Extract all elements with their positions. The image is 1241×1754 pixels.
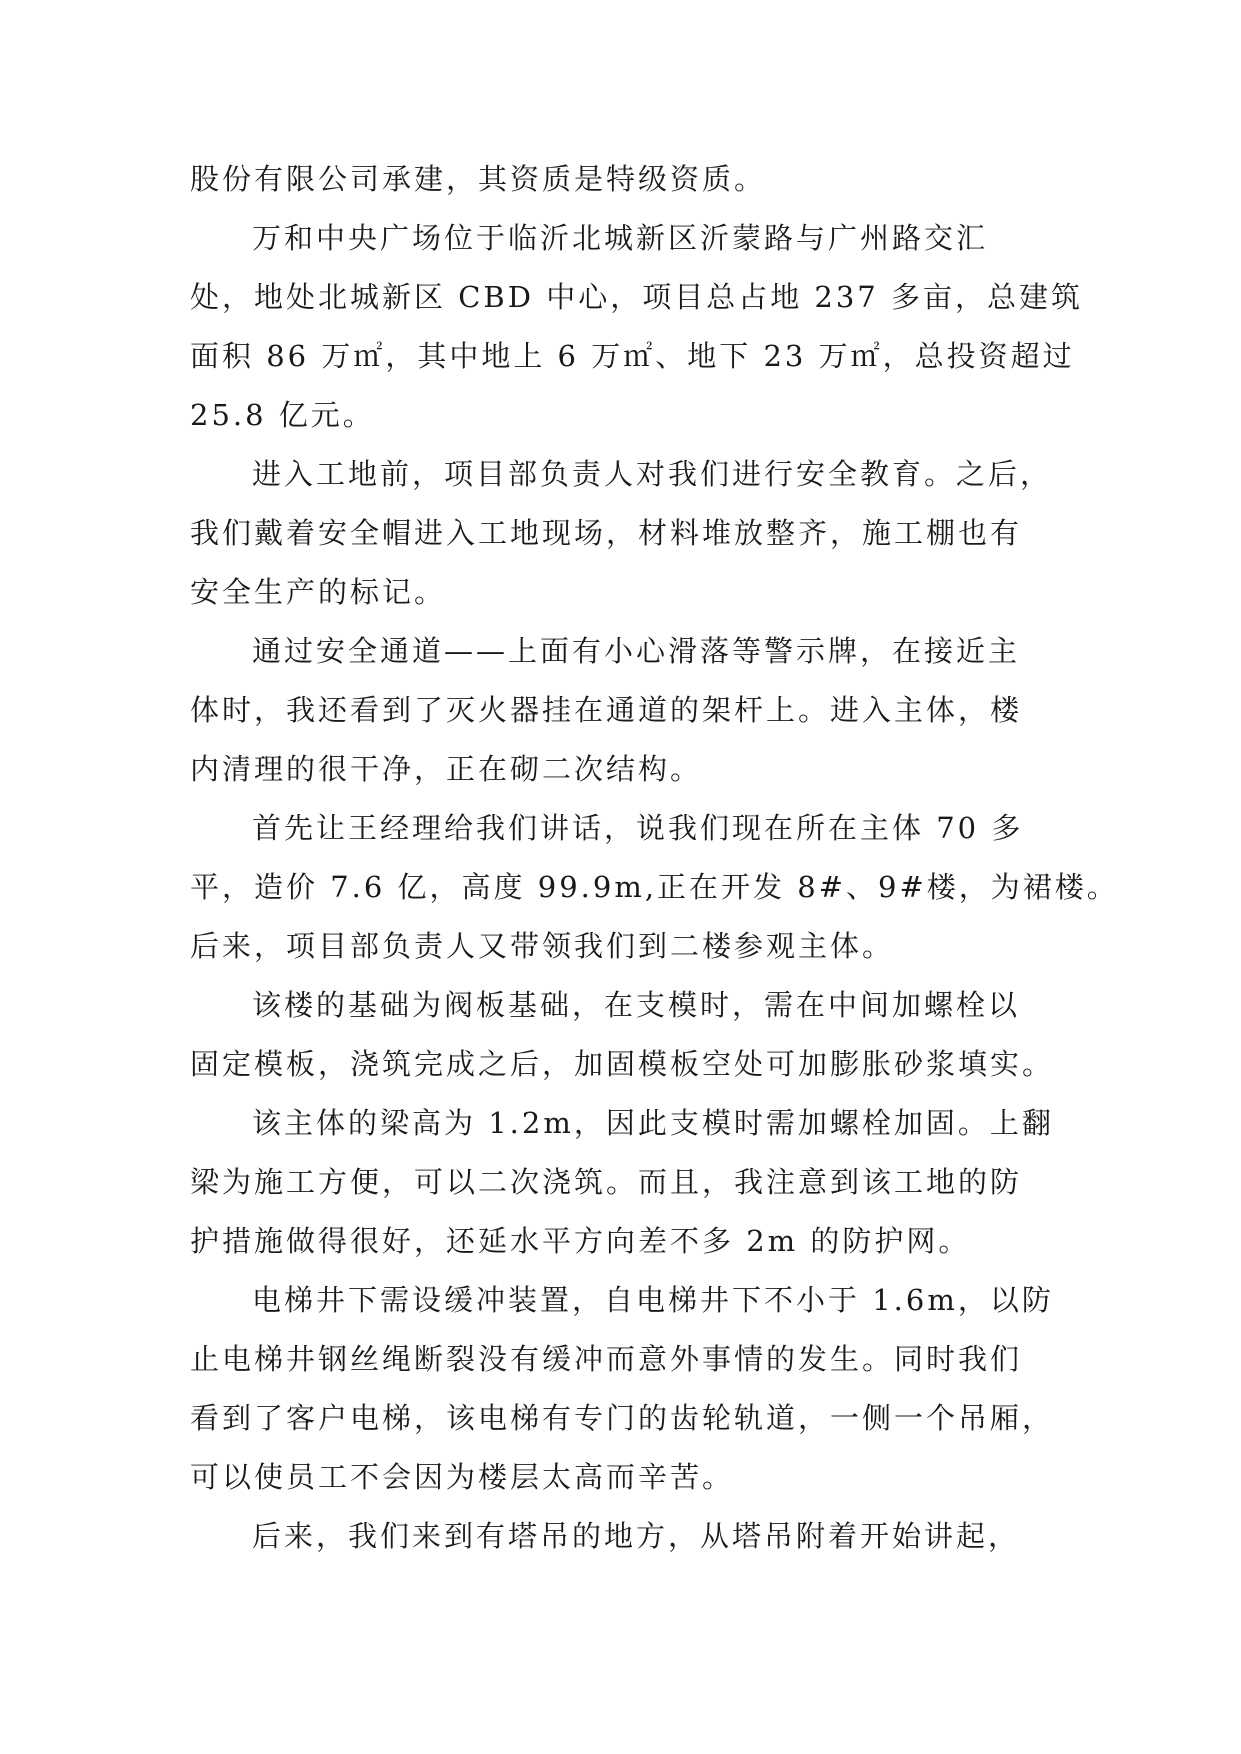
text-line: 可以使员工不会因为楼层太高而辛苦。 — [190, 1460, 735, 1494]
body-text — [190, 150, 1119, 1566]
paragraph-start-line: 进入工地前，项目部负责人对我们进行安全教育。之后， — [252, 457, 1053, 491]
paragraph-start-line: 后来，我们来到有塔吊的地方，从塔吊附着开始讲起， — [252, 1519, 1021, 1553]
text-line: 看到了客户电梯，该电梯有专门的齿轮轨道，一侧一个吊厢， — [190, 1401, 1055, 1435]
text-line: 后来，项目部负责人又带领我们到二楼参观主体。 — [190, 929, 895, 963]
text-line: 止电梯井钢丝绳断裂没有缓冲而意外事情的发生。同时我们 — [190, 1342, 1023, 1376]
text-line: 护措施做得很好，还延水平方向差不多 2m 的防护网。 — [190, 1224, 971, 1258]
paragraph-start-line: 万和中央广场位于临沂北城新区沂蒙路与广州路交汇 — [252, 221, 989, 255]
paragraph-start-line: 该楼的基础为阀板基础，在支模时，需在中间加螺栓以 — [252, 988, 1021, 1022]
text-line: 梁为施工方便，可以二次浇筑。而且，我注意到该工地的防 — [190, 1165, 1023, 1199]
text-line: 安全生产的标记。 — [190, 575, 447, 609]
text-line: 体时，我还看到了灭火器挂在通道的架杆上。进入主体，楼 — [190, 693, 1023, 727]
text-line: 25.8 亿元。 — [190, 398, 375, 432]
paragraph-start-line: 通过安全通道——上面有小心滑落等警示牌，在接近主 — [252, 634, 1021, 668]
text-line: 平，造价 7.6 亿，高度 99.9m,正在开发 8#、9#楼，为裙楼。 — [190, 870, 1119, 904]
text-line: 股份有限公司承建，其资质是特级资质。 — [190, 162, 767, 196]
text-line: 我们戴着安全帽进入工地现场，材料堆放整齐，施工棚也有 — [190, 516, 1023, 550]
text-line: 内清理的很干净，正在砌二次结构。 — [190, 752, 703, 786]
paragraph-start-line: 电梯井下需设缓冲装置，自电梯井下不小于 1.6m，以防 — [252, 1283, 1054, 1317]
text-line: 面积 86 万㎡，其中地上 6 万㎡、地下 23 万㎡，总投资超过 — [190, 339, 1075, 373]
text-line: 固定模板，浇筑完成之后，加固模板空处可加膨胀砂浆填实。 — [190, 1047, 1055, 1081]
paragraph-start-line: 该主体的梁高为 1.2m，因此支模时需加螺栓加固。上翻 — [252, 1106, 1054, 1140]
text-line: 处，地处北城新区 CBD 中心，项目总占地 237 多亩，总建筑 — [190, 280, 1083, 314]
paragraph-start-line: 首先让王经理给我们讲话，说我们现在所在主体 70 多 — [252, 811, 1024, 845]
